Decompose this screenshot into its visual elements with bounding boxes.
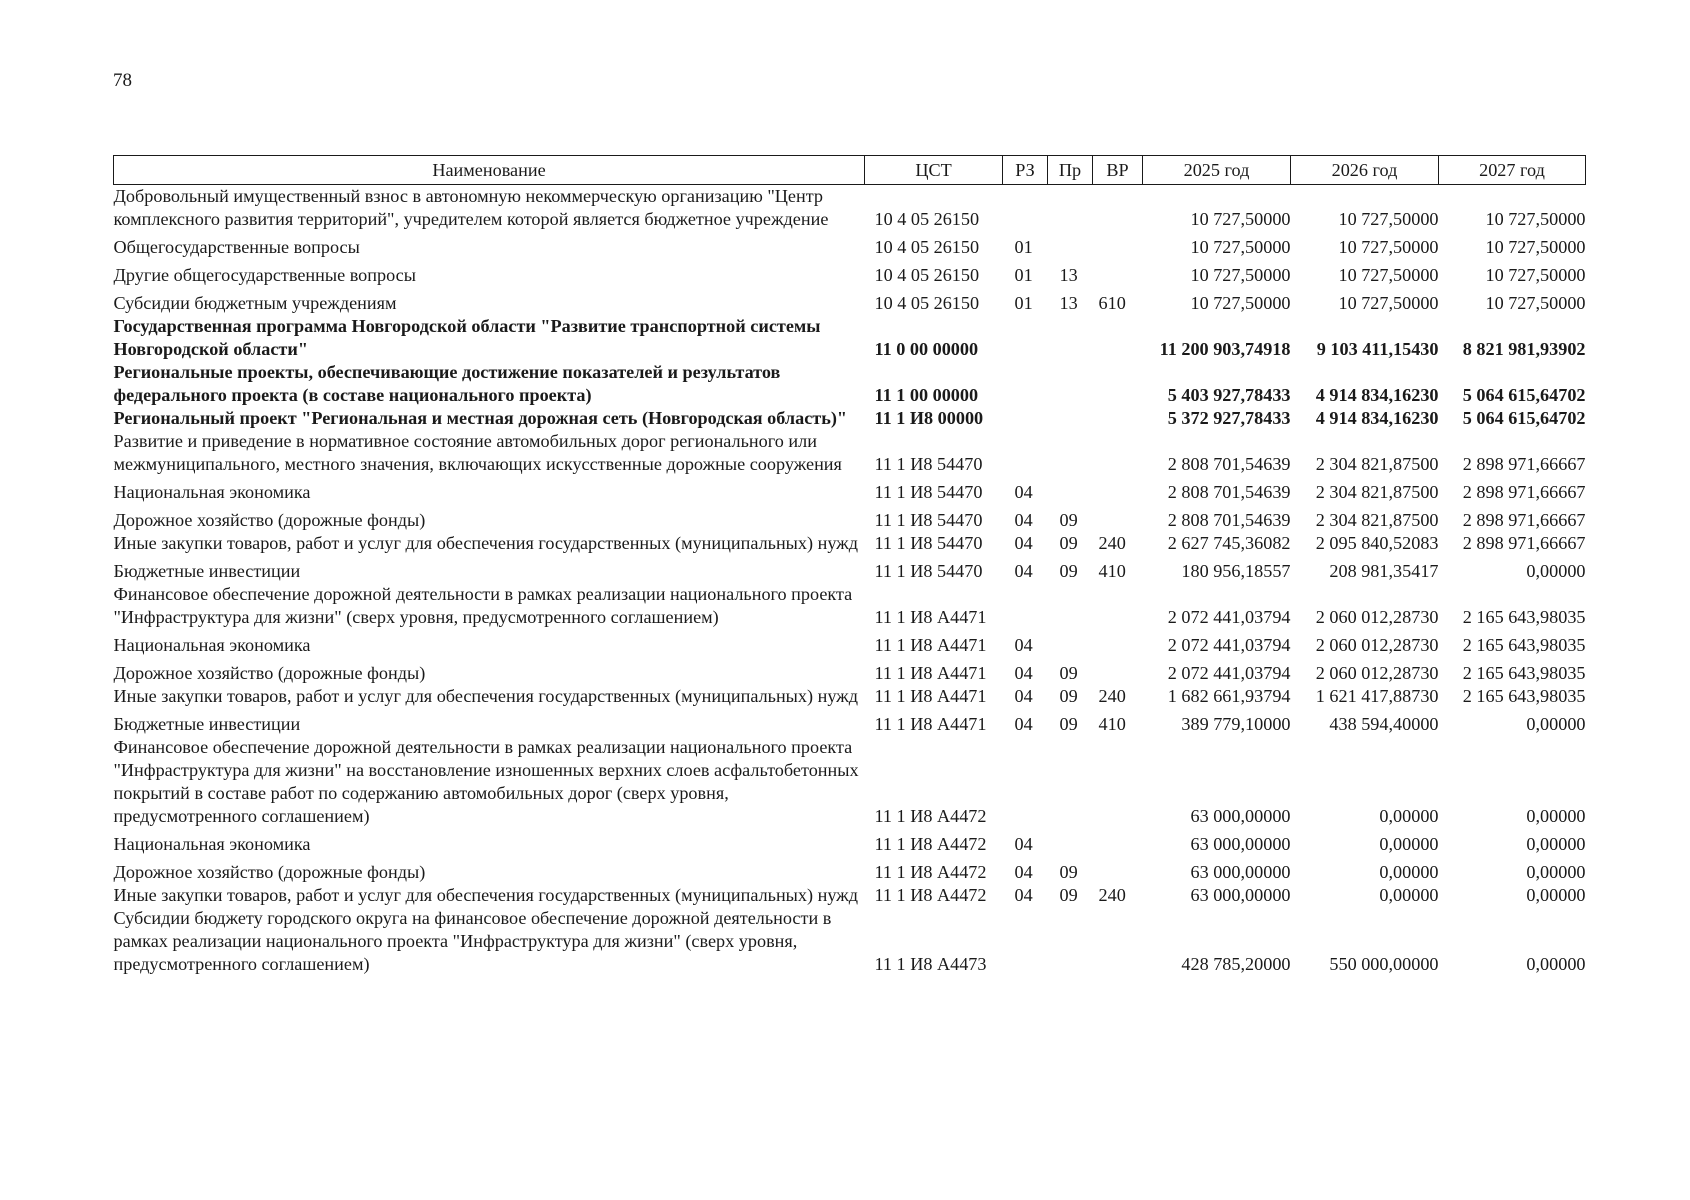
row-value-2027: 10 727,50000 [1485,293,1586,313]
row-vr [1093,657,1143,685]
row-value-2027: 2 898 971,66667 [1462,510,1586,530]
row-cst: 10 4 05 26150 [874,209,980,229]
row-rz [1003,583,1048,629]
row-cst: 11 1 И8 А4471 [874,635,987,655]
row-value-2026: 208 981,35417 [1329,561,1439,581]
row-rz: 04 [1014,635,1033,655]
table-row [114,555,1586,583]
row-vr [1093,856,1143,884]
row-value-2025: 10 727,50000 [1190,293,1291,313]
row-rz [1003,407,1048,430]
row-cst: 11 1 И8 А4472 [874,862,987,882]
table-row [114,430,1586,476]
table-row [114,185,1586,232]
row-value-2027: 0,00000 [1526,714,1586,734]
row-cst: 11 1 И8 А4471 [874,607,987,627]
row-cst: 11 1 И8 А4473 [874,954,987,974]
header-2025: 2025 год [1143,156,1291,185]
row-value-2025: 2 808 701,54639 [1167,510,1291,530]
row-value-2027: 2 165 643,98035 [1462,635,1586,655]
row-value-2026: 2 304 821,87500 [1315,454,1439,474]
table-row [114,476,1586,504]
row-vr [1093,476,1143,504]
row-vr [1093,259,1143,287]
row-value-2027: 0,00000 [1526,885,1586,905]
row-pr [1048,185,1093,232]
row-value-2025: 63 000,00000 [1190,885,1291,905]
row-vr: 240 [1098,885,1126,905]
row-value-2026: 10 727,50000 [1338,293,1439,313]
row-rz: 04 [1014,714,1033,734]
row-vr: 240 [1098,686,1126,706]
row-value-2025: 10 727,50000 [1190,209,1291,229]
row-value-2025: 11 200 903,74918 [1159,339,1291,359]
table-body [114,185,1586,977]
row-value-2027: 2 165 643,98035 [1462,686,1586,706]
row-value-2025: 180 956,18557 [1181,561,1291,581]
row-rz: 04 [1014,561,1033,581]
table-row [114,629,1586,657]
row-vr [1093,629,1143,657]
row-value-2025: 10 727,50000 [1190,237,1291,257]
row-name: Субсидии бюджетным учреждениям [113,293,397,313]
row-value-2027: 0,00000 [1526,862,1586,882]
row-value-2027: 10 727,50000 [1485,265,1586,285]
table-row [114,828,1586,856]
row-name: Дорожное хозяйство (дорожные фонды) [113,862,426,882]
row-rz: 04 [1014,663,1033,683]
row-value-2027: 0,00000 [1526,806,1586,826]
row-value-2026: 2 304 821,87500 [1315,482,1439,502]
row-value-2025: 2 627 745,36082 [1167,533,1291,553]
row-name: Иные закупки товаров, работ и услуг для обеспечения государственных (муниципальных) нужд [113,533,859,553]
row-rz [1003,315,1048,361]
table-row [114,315,1586,361]
header-vr: ВР [1093,156,1143,185]
row-value-2026: 2 060 012,28730 [1315,607,1439,627]
row-value-2026: 9 103 411,15430 [1316,339,1439,359]
row-name: Финансовое обеспечение дорожной деятельности в рамках реализации национального проекта "Инфраструктура для жизни" (сверх уровня, предусмотренного соглашением) [113,584,853,627]
row-name: Общегосударственные вопросы [113,237,360,257]
row-rz: 04 [1014,533,1033,553]
row-value-2027: 5 064 615,64702 [1462,408,1586,428]
row-value-2025: 10 727,50000 [1190,265,1291,285]
row-name: Субсидии бюджету городского округа на финансовое обеспечение дорожной деятельности в рамках реализации национального проекта "Инфраструктура для жизни" (сверх уровня, предусмотренного соглашением) [113,908,832,974]
row-vr [1093,185,1143,232]
row-rz: 04 [1014,885,1033,905]
row-name: Бюджетные инвестиции [113,714,301,734]
row-vr [1093,504,1143,532]
row-cst: 11 1 И8 54470 [874,482,983,502]
row-cst: 11 1 И8 54470 [874,510,983,530]
table-row [114,259,1586,287]
header-rz: РЗ [1003,156,1048,185]
row-pr [1048,828,1093,856]
row-name: Другие общегосударственные вопросы [113,265,416,285]
row-name: Государственная программа Новгородской области "Развитие транспортной системы Новгородской области" [113,316,821,359]
table-row [114,685,1586,708]
header-cst: ЦСТ [865,156,1003,185]
row-cst: 11 1 И8 А4471 [874,714,987,734]
table-row [114,361,1586,407]
row-value-2026: 438 594,40000 [1329,714,1439,734]
row-value-2026: 10 727,50000 [1338,237,1439,257]
row-pr [1048,361,1093,407]
row-pr: 13 [1059,293,1078,313]
row-cst: 11 1 И8 А4471 [874,686,987,706]
row-name: Иные закупки товаров, работ и услуг для обеспечения государственных (муниципальных) нужд [113,686,859,706]
row-pr [1048,476,1093,504]
table-row [114,287,1586,315]
row-value-2027: 2 165 643,98035 [1462,607,1586,627]
row-cst: 11 1 И8 А4472 [874,885,987,905]
row-name: Бюджетные инвестиции [113,561,301,581]
row-cst: 11 1 И8 А4471 [874,663,987,683]
row-name: Региональные проекты, обеспечивающие достижение показателей и результатов федерального проекта (в составе национального проекта) [113,362,781,405]
row-rz [1003,907,1048,976]
row-vr [1093,361,1143,407]
row-cst: 11 1 И8 00000 [874,408,984,428]
row-value-2027: 0,00000 [1526,561,1586,581]
row-vr [1093,583,1143,629]
table-row [114,736,1586,828]
row-pr [1048,907,1093,976]
row-rz: 01 [1014,237,1033,257]
row-rz: 04 [1014,510,1033,530]
table-row [114,231,1586,259]
row-name: Финансовое обеспечение дорожной деятельности в рамках реализации национального проекта "Инфраструктура для жизни" на восстановление изношенных верхних слоев асфальтобетонных покрытий в составе работ по содержанию автомобильных дорог (сверх уровня, предусмотренного соглашением) [113,737,859,826]
row-name: Национальная экономика [113,635,311,655]
row-value-2027: 2 165 643,98035 [1462,663,1586,683]
row-value-2025: 2 072 441,03794 [1167,635,1291,655]
row-rz: 04 [1014,862,1033,882]
row-value-2025: 63 000,00000 [1190,862,1291,882]
table-row [114,583,1586,629]
row-pr: 09 [1059,561,1078,581]
row-pr: 13 [1059,265,1078,285]
row-rz [1003,361,1048,407]
row-rz [1003,430,1048,476]
row-value-2026: 0,00000 [1379,862,1439,882]
row-value-2027: 8 821 981,93902 [1462,339,1586,359]
row-value-2027: 2 898 971,66667 [1462,533,1586,553]
row-value-2027: 2 898 971,66667 [1462,482,1586,502]
row-value-2027: 0,00000 [1526,954,1586,974]
row-value-2026: 1 621 417,88730 [1315,686,1439,706]
row-cst: 10 4 05 26150 [874,237,980,257]
row-rz: 04 [1014,834,1033,854]
row-vr: 240 [1098,533,1126,553]
row-vr: 610 [1098,293,1126,313]
row-value-2026: 0,00000 [1379,885,1439,905]
row-name: Дорожное хозяйство (дорожные фонды) [113,663,426,683]
row-cst: 10 4 05 26150 [874,265,980,285]
row-cst: 11 1 00 00000 [874,385,979,405]
row-vr [1093,430,1143,476]
row-value-2027: 10 727,50000 [1485,237,1586,257]
row-value-2025: 5 372 927,78433 [1167,408,1291,428]
row-cst: 11 1 И8 А4472 [874,806,987,826]
row-pr: 09 [1059,663,1078,683]
table-row [114,856,1586,884]
row-name: Добровольный имущественный взнос в автономную некоммерческую организацию "Центр комплексного развития территорий", учредителем которой является бюджетное учреждение [113,186,829,229]
row-pr [1048,629,1093,657]
row-value-2025: 2 072 441,03794 [1167,607,1291,627]
row-vr [1093,407,1143,430]
row-value-2025: 2 808 701,54639 [1167,454,1291,474]
row-pr: 09 [1059,862,1078,882]
row-value-2026: 550 000,00000 [1329,954,1439,974]
row-name: Национальная экономика [113,482,311,502]
row-pr [1048,231,1093,259]
row-value-2025: 63 000,00000 [1190,834,1291,854]
row-value-2025: 2 808 701,54639 [1167,482,1291,502]
row-cst: 11 1 И8 54470 [874,533,983,553]
table-row [114,708,1586,736]
row-value-2025: 63 000,00000 [1190,806,1291,826]
row-pr: 09 [1059,885,1078,905]
header-pr: Пр [1048,156,1093,185]
row-vr [1093,315,1143,361]
table-header-row [114,156,1586,185]
row-value-2027: 2 898 971,66667 [1462,454,1586,474]
row-value-2025: 2 072 441,03794 [1167,663,1291,683]
row-vr [1093,736,1143,828]
row-value-2026: 2 304 821,87500 [1315,510,1439,530]
row-pr: 09 [1059,686,1078,706]
row-value-2027: 10 727,50000 [1485,209,1586,229]
row-name: Национальная экономика [113,834,311,854]
row-pr [1048,583,1093,629]
row-pr [1048,407,1093,430]
row-vr [1093,907,1143,976]
row-rz: 04 [1014,686,1033,706]
table-row [114,657,1586,685]
table-row [114,907,1586,976]
row-value-2026: 10 727,50000 [1338,209,1439,229]
row-name: Дорожное хозяйство (дорожные фонды) [113,510,426,530]
row-pr: 09 [1059,533,1078,553]
row-name: Иные закупки товаров, работ и услуг для обеспечения государственных (муниципальных) нужд [113,885,859,905]
row-value-2025: 5 403 927,78433 [1167,385,1291,405]
budget-table [113,155,1586,976]
table-row [114,532,1586,555]
row-cst: 11 0 00 00000 [874,339,979,359]
row-vr: 410 [1098,714,1126,734]
row-cst: 10 4 05 26150 [874,293,980,313]
row-value-2025: 428 785,20000 [1181,954,1291,974]
row-value-2026: 2 095 840,52083 [1315,533,1439,553]
row-value-2026: 4 914 834,16230 [1315,408,1439,428]
row-value-2026: 2 060 012,28730 [1315,635,1439,655]
row-vr [1093,828,1143,856]
row-cst: 11 1 И8 54470 [874,454,983,474]
header-2026: 2026 год [1291,156,1439,185]
table-row [114,884,1586,907]
row-rz [1003,736,1048,828]
header-name: Наименование [114,156,865,185]
table-row [114,504,1586,532]
row-name: Региональный проект "Региональная и местная дорожная сеть (Новгородская область)" [113,408,847,428]
row-pr [1048,315,1093,361]
row-rz: 04 [1014,482,1033,502]
row-value-2025: 1 682 661,93794 [1167,686,1291,706]
row-value-2026: 0,00000 [1379,834,1439,854]
row-value-2026: 4 914 834,16230 [1315,385,1439,405]
row-value-2027: 0,00000 [1526,834,1586,854]
row-cst: 11 1 И8 А4472 [874,834,987,854]
row-pr: 09 [1059,714,1078,734]
row-pr [1048,736,1093,828]
row-value-2026: 2 060 012,28730 [1315,663,1439,683]
row-vr: 410 [1098,561,1126,581]
row-value-2027: 5 064 615,64702 [1462,385,1586,405]
row-pr: 09 [1059,510,1078,530]
row-pr [1048,430,1093,476]
row-value-2026: 0,00000 [1379,806,1439,826]
row-rz: 01 [1014,265,1033,285]
table-row [114,407,1586,430]
row-vr [1093,231,1143,259]
row-value-2025: 389 779,10000 [1181,714,1291,734]
header-2027: 2027 год [1439,156,1586,185]
row-cst: 11 1 И8 54470 [874,561,983,581]
row-rz [1003,185,1048,232]
row-value-2026: 10 727,50000 [1338,265,1439,285]
page-number: 78 [113,70,132,91]
row-name: Развитие и приведение в нормативное состояние автомобильных дорог регионального или межмуниципального, местного значения, включающих искусственные дорожные сооружения [113,431,842,474]
row-rz: 01 [1014,293,1033,313]
